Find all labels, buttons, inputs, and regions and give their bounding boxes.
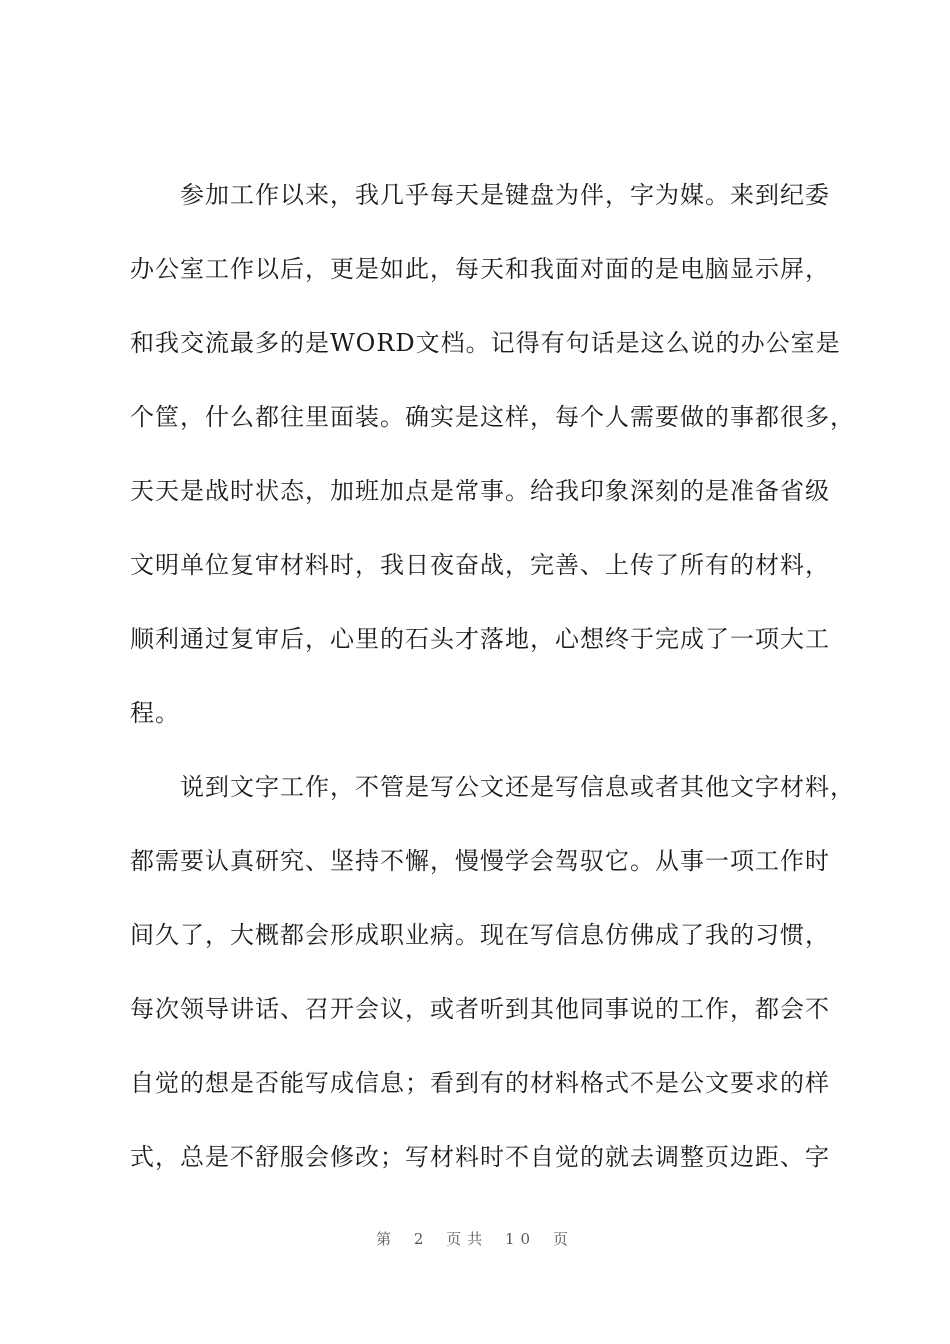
paragraph-1-line-5: 天天是战时状态，加班加点是常事。给我印象深刻的是准备省级	[130, 477, 830, 505]
paragraph-2-line-2: 都需要认真研究、坚持不懈，慢慢学会驾驭它。从事一项工作时	[130, 847, 830, 875]
paragraph-1-line-3: 和我交流最多的是WORD文档。记得有句话是这么说的办公室是	[130, 329, 841, 357]
paragraph-1-line-6: 文明单位复审材料时，我日夜奋战，完善、上传了所有的材料，	[130, 551, 830, 579]
page-number-footer: 第 2 页共 10 页	[376, 1230, 574, 1248]
paragraph-2-line-3: 间久了，大概都会形成职业病。现在写信息仿佛成了我的习惯，	[130, 921, 830, 949]
paragraph-1-line-8: 程。	[130, 699, 180, 727]
paragraph-2-line-6: 式，总是不舒服会修改；写材料时不自觉的就去调整页边距、字	[130, 1143, 830, 1171]
paragraph-1-line-1: 参加工作以来，我几乎每天是键盘为伴，字为媒。来到纪委	[180, 181, 830, 209]
paragraph-2-line-4: 每次领导讲话、召开会议，或者听到其他同事说的工作，都会不	[130, 995, 830, 1023]
paragraph-1-line-7: 顺利通过复审后，心里的石头才落地，心想终于完成了一项大工	[130, 625, 830, 653]
paragraph-1-line-2: 办公室工作以后，更是如此，每天和我面对面的是电脑显示屏，	[130, 255, 830, 283]
paragraph-1-line-4: 个筐，什么都往里面装。确实是这样，每个人需要做的事都很多，	[130, 403, 855, 431]
paragraph-2-line-1: 说到文字工作，不管是写公文还是写信息或者其他文字材料，	[180, 773, 855, 801]
paragraph-2-line-5: 自觉的想是否能写成信息；看到有的材料格式不是公文要求的样	[130, 1069, 830, 1097]
